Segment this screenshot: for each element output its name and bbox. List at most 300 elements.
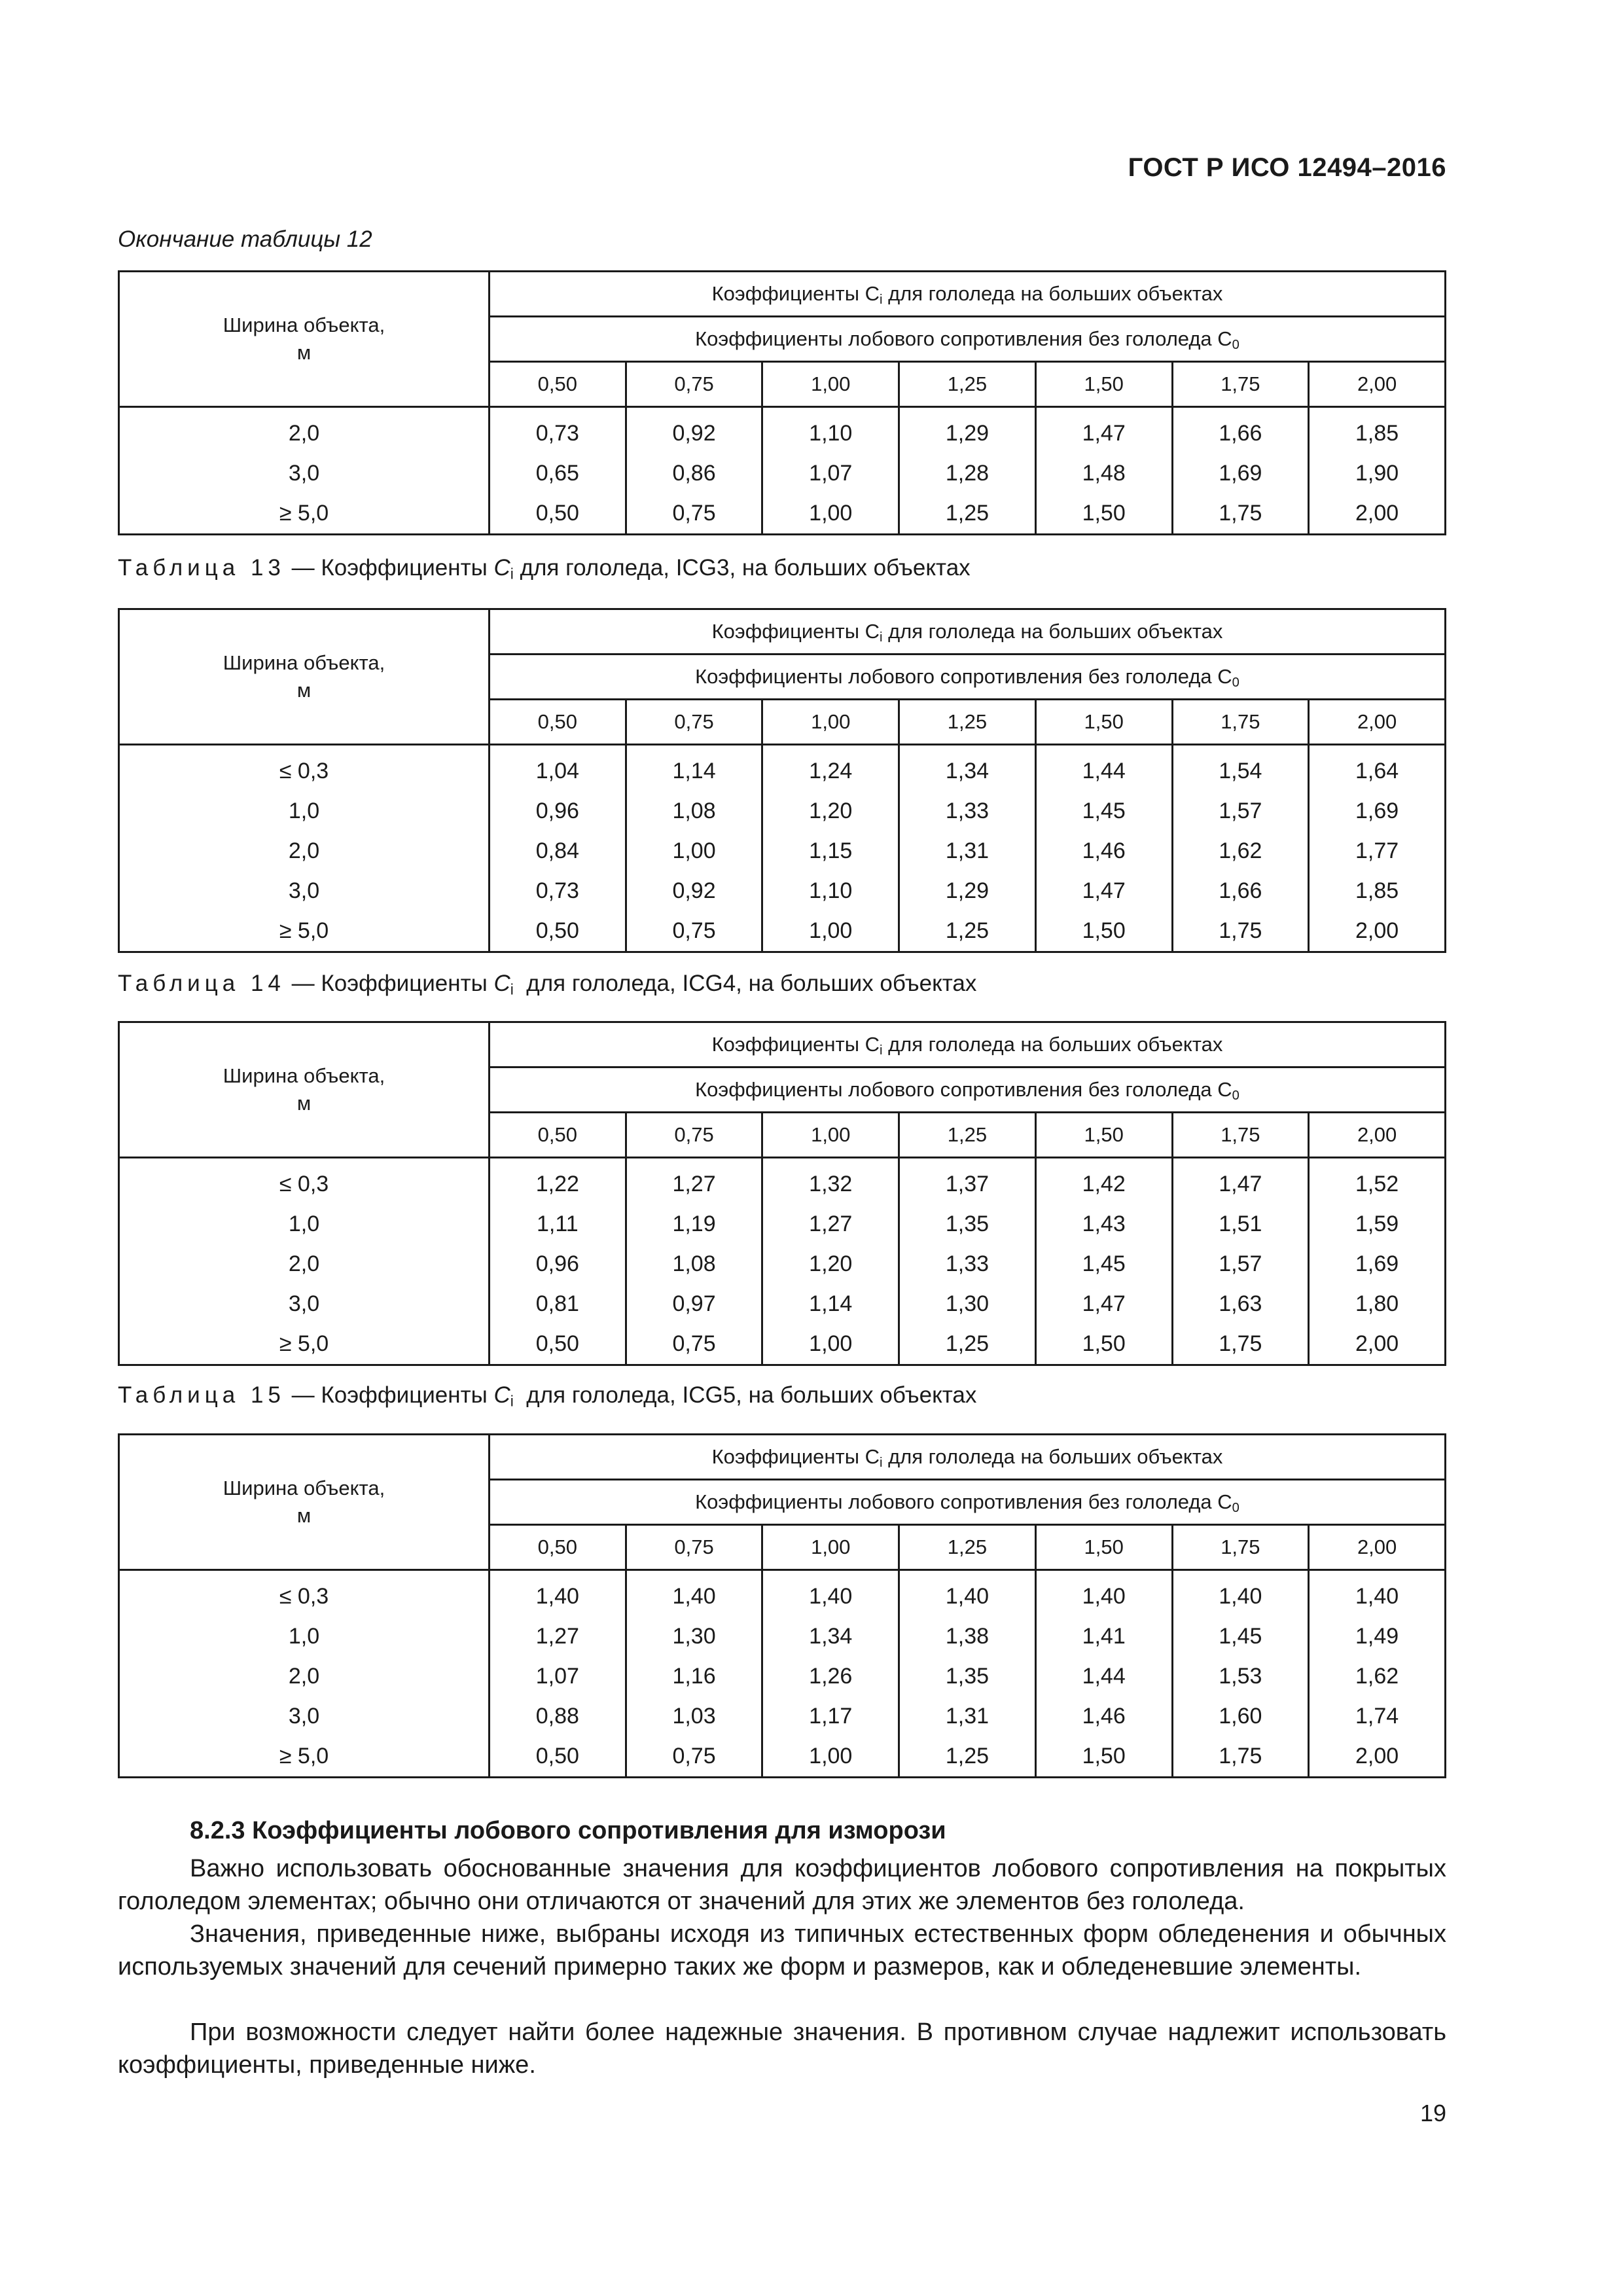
coefficient-cell: 1,20 [762,1244,899,1284]
coefficient-cell: 1,00 [762,493,899,535]
coefficient-cell: 1,47 [1035,871,1172,911]
c0-value-header: 1,00 [762,1113,899,1158]
caption-text: для гололеда, ICG3, на больших объектах [513,555,971,581]
width-header-label: Ширина объекта, [223,651,385,674]
table-13 [118,608,1446,953]
c0-header-text: Коэффициенты лобового сопротивления без гололеда C [695,327,1232,350]
coefficient-cell: 1,29 [899,871,1036,911]
caption-label: Таблица 13 [118,555,285,581]
coefficient-cell: 1,00 [762,1736,899,1778]
separator-cell [119,1570,490,1577]
c0-value-header: 1,75 [1172,700,1309,745]
separator-cell [1172,1570,1309,1577]
width-cell: ≤ 0,3 [119,1164,490,1204]
separator-cell [626,1570,762,1577]
c0-header-subscript: 0 [1232,338,1240,353]
coefficient-cell: 1,53 [1172,1657,1309,1696]
coefficient-cell: 1,17 [762,1696,899,1736]
c0-value-header: 1,00 [762,1525,899,1570]
coefficient-cell: 1,34 [899,751,1036,791]
coefficient-cell: 1,30 [899,1284,1036,1324]
c0-header-text: Коэффициенты лобового сопротивления без гололеда C [695,665,1232,688]
width-cell: 1,0 [119,1617,490,1657]
coefficient-cell: 1,69 [1172,454,1309,493]
coefficient-cell: 0,73 [490,414,626,454]
coefficient-cell: 0,50 [490,493,626,535]
coefficient-cell: 1,14 [626,751,762,791]
coefficient-cell: 1,27 [490,1617,626,1657]
coefficient-cell: 1,40 [1309,1577,1446,1617]
coefficient-cell: 1,00 [762,1324,899,1365]
c0-value-header: 0,75 [626,1525,762,1570]
section-paragraph: Значения, приведенные ниже, выбраны исходя из типичных естественных форм обледенения и обычных используемых значений для сечений примерно таких же форм и размеров, как и обледеневшие элементы. [118,1920,1446,1981]
c0-value-header: 1,50 [1035,1113,1172,1158]
coefficient-cell: 0,96 [490,1244,626,1284]
c0-value-header: 2,00 [1309,1113,1446,1158]
c0-value-header: 0,50 [490,1113,626,1158]
c0-header-subscript: 0 [1232,675,1240,691]
coefficient-cell: 1,34 [762,1617,899,1657]
width-header-label: Ширина объекта, [223,1477,385,1499]
coefficient-cell: 1,44 [1035,751,1172,791]
caption-text: для гололеда, ICG4, на больших объектах [513,971,977,996]
coefficient-cell: 1,40 [490,1577,626,1617]
header-separator [119,1570,1446,1577]
coefficient-cell: 1,50 [1035,493,1172,535]
separator-cell [1035,745,1172,752]
ci-header-text: Коэффициенты C [711,1445,880,1468]
coefficient-cell: 1,62 [1172,831,1309,871]
caption-text: — Коэффициенты [285,971,494,996]
c0-value-header: 1,00 [762,362,899,407]
separator-cell [1035,1570,1172,1577]
separator-cell [1172,1158,1309,1165]
header-separator [119,407,1446,414]
coefficient-cell: 1,45 [1035,1244,1172,1284]
coefficient-cell: 1,33 [899,1244,1036,1284]
ci-group-header [490,1022,1446,1067]
separator-cell [1172,407,1309,414]
table-row [119,791,1446,831]
table-row [119,454,1446,493]
width-cell: 3,0 [119,871,490,911]
coefficient-cell: 0,96 [490,791,626,831]
coefficient-cell: 1,33 [899,791,1036,831]
coefficient-cell: 1,03 [626,1696,762,1736]
c0-value-header: 1,50 [1035,362,1172,407]
table-header [119,1435,1446,1570]
c0-group-header [490,655,1446,700]
coefficient-cell: 1,37 [899,1164,1036,1204]
coefficient-cell: 1,16 [626,1657,762,1696]
table-row [119,1696,1446,1736]
table-row [119,493,1446,535]
coefficient-cell: 1,40 [1035,1577,1172,1617]
ci-group-header [490,1435,1446,1480]
coefficient-cell: 1,50 [1035,911,1172,952]
separator-cell [762,1570,899,1577]
table-header [119,609,1446,745]
ci-header-subscript: i [879,1043,883,1058]
table-14-caption [118,971,976,997]
width-cell: ≥ 5,0 [119,493,490,535]
coefficient-cell: 1,54 [1172,751,1309,791]
coefficient-cell: 0,92 [626,871,762,911]
c0-value-header: 1,25 [899,362,1036,407]
width-cell: 1,0 [119,1204,490,1244]
caption-text: — Коэффициенты [285,555,494,581]
coefficient-cell: 1,10 [762,414,899,454]
coefficient-cell: 1,90 [1309,454,1446,493]
coefficient-cell: 1,66 [1172,414,1309,454]
width-header-unit: м [296,679,312,702]
c0-value-header: 0,75 [626,700,762,745]
c0-value-header: 1,50 [1035,1525,1172,1570]
separator-cell [1309,1158,1446,1165]
coefficient-cell: 0,50 [490,911,626,952]
width-column-header [119,272,490,407]
caption-symbol: C [493,555,510,581]
ci-header-rest: для гололеда на больших объектах [888,620,1223,643]
coefficient-cell: 1,69 [1309,791,1446,831]
coefficient-cell: 0,65 [490,454,626,493]
table-body [119,745,1446,952]
table-header [119,1022,1446,1158]
coefficient-cell: 1,38 [899,1617,1036,1657]
table-row [119,1617,1446,1657]
c0-group-header [490,1067,1446,1113]
coefficient-cell: 1,40 [899,1577,1036,1617]
caption-symbol-subscript: i [510,980,514,998]
width-cell: ≥ 5,0 [119,1736,490,1778]
coefficient-cell: 1,47 [1035,1284,1172,1324]
table-row [119,1204,1446,1244]
coefficient-cell: 1,27 [626,1164,762,1204]
coefficient-cell: 1,75 [1172,1736,1309,1778]
c0-group-header [490,317,1446,362]
coefficient-cell: 1,35 [899,1204,1036,1244]
separator-cell [490,1158,626,1165]
coefficient-cell: 1,45 [1172,1617,1309,1657]
coefficient-cell: 1,60 [1172,1696,1309,1736]
width-cell: 2,0 [119,1244,490,1284]
width-cell: 1,0 [119,791,490,831]
coefficient-cell: 0,75 [626,911,762,952]
coefficient-cell: 1,24 [762,751,899,791]
coefficient-cell: 2,00 [1309,1324,1446,1365]
coefficient-cell: 1,42 [1035,1164,1172,1204]
coefficient-cell: 1,29 [899,414,1036,454]
coefficient-cell: 1,46 [1035,1696,1172,1736]
separator-cell [490,407,626,414]
coefficient-cell: 1,10 [762,871,899,911]
coefficient-cell: 1,25 [899,493,1036,535]
page-number: 19 [1419,2100,1446,2126]
separator-cell [762,407,899,414]
coefficient-cell: 1,22 [490,1164,626,1204]
caption-label: Таблица 15 [118,1382,285,1408]
coefficient-cell: 1,27 [762,1204,899,1244]
coefficient-cell: 1,64 [1309,751,1446,791]
separator-cell [1035,407,1172,414]
separator-cell [1172,745,1309,752]
header-separator [119,745,1446,752]
caption-label: Таблица 14 [118,971,285,996]
separator-cell [899,1570,1036,1577]
width-cell: ≤ 0,3 [119,1577,490,1617]
separator-cell [899,745,1036,752]
coefficient-cell: 1,43 [1035,1204,1172,1244]
coefficient-cell: 0,88 [490,1696,626,1736]
coefficient-cell: 1,46 [1035,831,1172,871]
coefficient-cell: 1,66 [1172,871,1309,911]
coefficient-cell: 0,84 [490,831,626,871]
c0-value-header: 1,25 [899,1113,1036,1158]
c0-value-header: 1,25 [899,1525,1036,1570]
coefficient-cell: 1,00 [626,831,762,871]
ci-header-subscript: i [879,1456,883,1471]
coefficient-cell: 1,20 [762,791,899,831]
separator-cell [119,407,490,414]
table-header [119,272,1446,407]
separator-cell [1309,407,1446,414]
c0-value-header: 0,75 [626,1113,762,1158]
width-cell: ≥ 5,0 [119,911,490,952]
c0-value-header: 2,00 [1309,1525,1446,1570]
width-header-unit: м [296,1504,312,1527]
width-cell: 2,0 [119,1657,490,1696]
separator-cell [626,745,762,752]
c0-header-subscript: 0 [1232,1501,1240,1516]
table-row [119,1284,1446,1324]
c0-value-header: 0,75 [626,362,762,407]
coefficient-cell: 1,59 [1309,1204,1446,1244]
coefficient-cell: 1,85 [1309,871,1446,911]
coefficient-cell: 0,50 [490,1736,626,1778]
width-cell: 3,0 [119,1696,490,1736]
table-15-caption [118,1382,976,1408]
separator-cell [899,1158,1036,1165]
c0-value-header: 0,50 [490,362,626,407]
document-code: ГОСТ Р ИСО 12494–2016 [1128,153,1446,182]
table-14 [118,1021,1446,1366]
caption-symbol: C [493,1382,510,1408]
table-13-caption [118,555,971,581]
table-body [119,407,1446,535]
coefficient-cell: 1,69 [1309,1244,1446,1284]
ci-header-rest: для гололеда на больших объектах [888,282,1223,305]
separator-cell [119,745,490,752]
c0-value-header: 1,25 [899,700,1036,745]
c0-value-header: 1,75 [1172,1113,1309,1158]
separator-cell [490,745,626,752]
coefficient-cell: 1,35 [899,1657,1036,1696]
table-12 [118,270,1446,535]
coefficient-cell: 1,45 [1035,791,1172,831]
ci-group-header [490,609,1446,655]
c0-value-header: 1,50 [1035,700,1172,745]
coefficient-cell: 1,40 [626,1577,762,1617]
coefficient-cell: 1,31 [899,831,1036,871]
width-header-unit: м [296,1092,312,1115]
ci-header-text: Коэффициенты C [711,282,880,305]
c0-value-header: 1,75 [1172,362,1309,407]
c0-value-header: 0,50 [490,700,626,745]
coefficient-cell: 1,11 [490,1204,626,1244]
coefficient-cell: 1,74 [1309,1696,1446,1736]
ci-header-subscript: i [879,630,883,645]
coefficient-cell: 1,77 [1309,831,1446,871]
coefficient-cell: 1,50 [1035,1324,1172,1365]
coefficient-cell: 1,80 [1309,1284,1446,1324]
coefficient-cell: 1,19 [626,1204,762,1244]
table-row [119,1324,1446,1365]
coefficient-cell: 1,47 [1172,1164,1309,1204]
coefficient-cell: 1,75 [1172,1324,1309,1365]
coefficient-cell: 0,81 [490,1284,626,1324]
coefficient-cell: 0,50 [490,1324,626,1365]
coefficient-cell: 2,00 [1309,1736,1446,1778]
coefficient-cell: 0,97 [626,1284,762,1324]
ci-header-rest: для гололеда на больших объектах [888,1445,1223,1468]
width-cell: 2,0 [119,414,490,454]
width-column-header [119,609,490,745]
coefficient-cell: 1,51 [1172,1204,1309,1244]
coefficient-cell: 0,86 [626,454,762,493]
coefficient-cell: 1,47 [1035,414,1172,454]
coefficient-cell: 1,25 [899,911,1036,952]
coefficient-cell: 1,63 [1172,1284,1309,1324]
coefficient-cell: 1,07 [490,1657,626,1696]
coefficient-cell: 0,73 [490,871,626,911]
coefficient-cell: 1,49 [1309,1617,1446,1657]
caption-symbol-subscript: i [510,565,514,583]
c0-value-header: 2,00 [1309,362,1446,407]
separator-cell [626,407,762,414]
width-cell: ≤ 0,3 [119,751,490,791]
width-column-header [119,1435,490,1570]
table-row [119,831,1446,871]
c0-header-text: Коэффициенты лобового сопротивления без гололеда C [695,1078,1232,1101]
coefficient-cell: 1,50 [1035,1736,1172,1778]
coefficient-cell: 1,85 [1309,414,1446,454]
width-cell: 2,0 [119,831,490,871]
c0-value-header: 1,75 [1172,1525,1309,1570]
header-separator [119,1158,1446,1165]
coefficient-cell: 1,44 [1035,1657,1172,1696]
coefficient-cell: 1,25 [899,1324,1036,1365]
section-paragraph: Важно использовать обоснованные значения для коэффициентов лобового сопротивления на покрытых гололедом элементах; обычно они отличаются от значений для этих же элементов без гололеда. [118,1855,1446,1915]
c0-value-header: 0,50 [490,1525,626,1570]
caption-text: — Коэффициенты [285,1382,494,1408]
separator-cell [1309,1570,1446,1577]
header-row [119,272,1446,317]
coefficient-cell: 0,75 [626,1324,762,1365]
width-column-header [119,1022,490,1158]
table-row [119,1244,1446,1284]
width-cell: ≥ 5,0 [119,1324,490,1365]
table-body [119,1158,1446,1365]
coefficient-cell: 1,07 [762,454,899,493]
caption-symbol-subscript: i [510,1392,514,1410]
width-header-label: Ширина объекта, [223,314,385,336]
coefficient-cell: 1,62 [1309,1657,1446,1696]
c0-value-header: 2,00 [1309,700,1446,745]
table-row [119,871,1446,911]
ci-header-text: Коэффициенты C [711,620,880,643]
coefficient-cell: 1,14 [762,1284,899,1324]
table-15 [118,1433,1446,1778]
separator-cell [626,1158,762,1165]
coefficient-cell: 0,75 [626,493,762,535]
caption-symbol: C [493,971,510,996]
ci-header-subscript: i [879,293,883,308]
table-row [119,751,1446,791]
width-header-unit: м [296,341,312,364]
table-body [119,1570,1446,1778]
separator-cell [1035,1158,1172,1165]
coefficient-cell: 1,40 [762,1577,899,1617]
coefficient-cell: 1,75 [1172,493,1309,535]
coefficient-cell: 1,08 [626,1244,762,1284]
c0-header-subscript: 0 [1232,1088,1240,1103]
c0-header-text: Коэффициенты лобового сопротивления без гололеда C [695,1490,1232,1513]
table-row [119,1164,1446,1204]
coefficient-cell: 1,00 [762,911,899,952]
table-row [119,911,1446,952]
coefficient-cell: 1,30 [626,1617,762,1657]
separator-cell [490,1570,626,1577]
coefficient-cell: 1,41 [1035,1617,1172,1657]
caption-text: для гололеда, ICG5, на больших объектах [513,1382,977,1408]
table-row [119,1736,1446,1778]
section-paragraph: При возможности следует найти более надежные значения. В противном случае надлежит использовать коэффициенты, приведенные ниже. [118,2018,1446,2079]
ci-header-text: Коэффициенты C [711,1033,880,1056]
table-row [119,414,1446,454]
table-12-caption: Окончание таблицы 12 [118,226,372,252]
coefficient-cell: 1,40 [1172,1577,1309,1617]
coefficient-cell: 1,25 [899,1736,1036,1778]
coefficient-cell: 0,75 [626,1736,762,1778]
coefficient-cell: 0,92 [626,414,762,454]
header-row [119,1435,1446,1480]
ci-group-header [490,272,1446,317]
coefficient-cell: 1,48 [1035,454,1172,493]
header-row [119,1022,1446,1067]
coefficient-cell: 1,26 [762,1657,899,1696]
coefficient-cell: 1,52 [1309,1164,1446,1204]
coefficient-cell: 1,75 [1172,911,1309,952]
coefficient-cell: 1,28 [899,454,1036,493]
separator-cell [762,745,899,752]
width-header-label: Ширина объекта, [223,1064,385,1087]
c0-group-header [490,1480,1446,1525]
coefficient-cell: 2,00 [1309,493,1446,535]
c0-value-header: 1,00 [762,700,899,745]
separator-cell [899,407,1036,414]
separator-cell [1309,745,1446,752]
coefficient-cell: 1,04 [490,751,626,791]
separator-cell [762,1158,899,1165]
table-row [119,1657,1446,1696]
table-row [119,1577,1446,1617]
coefficient-cell: 2,00 [1309,911,1446,952]
width-cell: 3,0 [119,454,490,493]
coefficient-cell: 1,31 [899,1696,1036,1736]
width-cell: 3,0 [119,1284,490,1324]
coefficient-cell: 1,32 [762,1164,899,1204]
ci-header-rest: для гололеда на больших объектах [888,1033,1223,1056]
